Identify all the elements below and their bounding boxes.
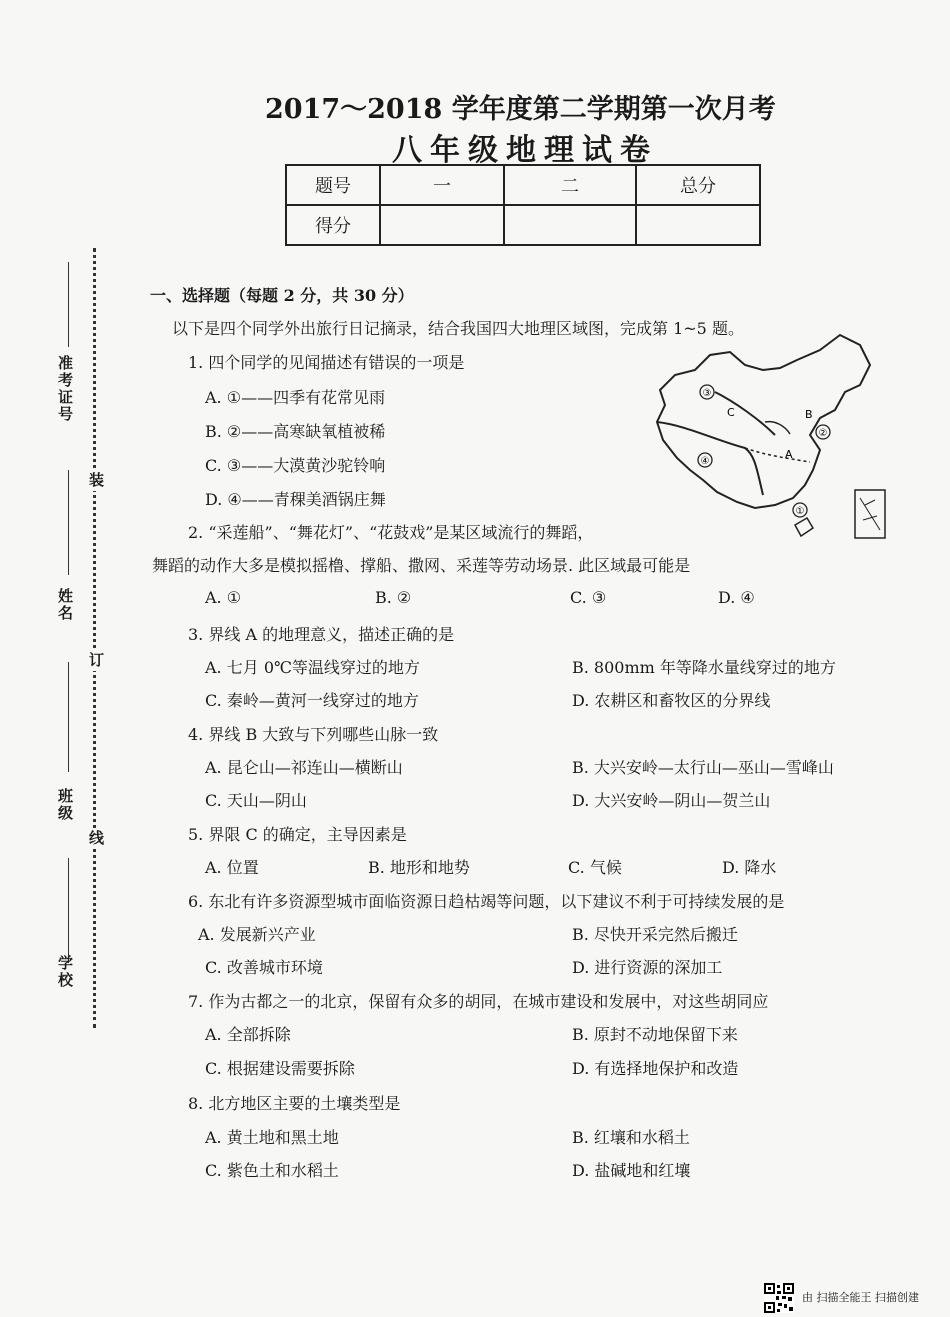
option[interactable]: D. 有选择地保护和改造	[572, 1059, 739, 1078]
exam-number-line	[68, 262, 69, 347]
option[interactable]: A. ①	[205, 588, 242, 607]
option[interactable]: D. 降水	[722, 858, 777, 877]
score-cell: 题号	[286, 165, 380, 205]
option[interactable]: C. 秦岭—黄河一线穿过的地方	[205, 691, 419, 710]
option[interactable]: B. 红壤和水稻土	[572, 1128, 690, 1147]
option[interactable]: A. 昆仑山—祁连山—横断山	[205, 758, 403, 777]
binding-dotted-line	[93, 248, 96, 1028]
section-intro: 以下是四个同学外出旅行日记摘录，结合我国四大地理区域图，完成第 1~5 题。	[172, 319, 744, 338]
option[interactable]: B. ②——高寒缺氧植被稀	[205, 422, 386, 441]
name-line	[68, 470, 69, 575]
option[interactable]: A. 黄土地和黑土地	[205, 1128, 339, 1147]
option[interactable]: C. 天山—阴山	[205, 791, 307, 810]
map-line-label-c: C	[727, 406, 735, 419]
option[interactable]: C. 气候	[568, 858, 622, 877]
class-line	[68, 662, 69, 772]
name-label: 姓名	[56, 588, 74, 622]
question-8-stem: 8. 北方地区主要的土壤类型是	[188, 1094, 401, 1113]
school-line	[68, 858, 69, 963]
school-label: 学校	[56, 955, 74, 989]
score-table-score-row	[286, 205, 760, 245]
exam-subtitle: 八年级地理试卷	[392, 133, 658, 168]
option[interactable]: C. 改善城市环境	[205, 958, 323, 977]
score-blank[interactable]	[636, 205, 760, 245]
option[interactable]: C. ③——大漠黄沙驼铃响	[205, 456, 386, 475]
map-line-label-a: A	[785, 448, 793, 461]
option[interactable]: A. ①——四季有花常见雨	[205, 388, 386, 407]
option[interactable]: B. 尽快开采完然后搬迁	[572, 925, 738, 944]
option[interactable]: D. ④——青稞美酒锅庄舞	[205, 490, 386, 509]
question-3-stem: 3. 界线 A 的地理意义，描述正确的是	[188, 625, 455, 644]
question-2-stem-cont: 舞蹈的动作大多是模拟摇橹、撑船、撒网、采莲等劳动场景. 此区域最可能是	[152, 556, 691, 575]
option[interactable]: A. 七月 0℃等温线穿过的地方	[205, 658, 420, 677]
option[interactable]: C. ③	[570, 588, 607, 607]
option[interactable]: B. 800mm 年等降水量线穿过的地方	[572, 658, 836, 677]
binding-mark-xian: 线	[87, 830, 105, 847]
option[interactable]: D. 盐碱地和红壤	[572, 1161, 691, 1180]
option[interactable]: C. 根据建设需要拆除	[205, 1059, 355, 1078]
option[interactable]: A. 全部拆除	[205, 1025, 291, 1044]
option[interactable]: D. 进行资源的深加工	[572, 958, 723, 977]
map-region-label-3: ③	[702, 388, 712, 399]
score-cell: 总分	[636, 165, 760, 205]
china-regions-map	[645, 330, 890, 545]
map-region-label-1: ①	[795, 506, 805, 517]
option[interactable]: B. 原封不动地保留下来	[572, 1025, 738, 1044]
option[interactable]: D. 农耕区和畜牧区的分界线	[572, 691, 771, 710]
score-cell: 一	[380, 165, 504, 205]
score-cell: 得分	[286, 205, 380, 245]
score-blank[interactable]	[380, 205, 504, 245]
question-4-stem: 4. 界线 B 大致与下列哪些山脉一致	[188, 725, 439, 744]
option[interactable]: B. ②	[375, 588, 412, 607]
score-blank[interactable]	[504, 205, 636, 245]
binding-mark-zhuang: 装	[87, 472, 105, 489]
score-cell: 二	[504, 165, 636, 205]
question-5-stem: 5. 界限 C 的确定，主导因素是	[188, 825, 407, 844]
scanner-credit: 由 扫描全能王 扫描创建	[802, 1291, 919, 1304]
question-7-stem: 7. 作为古都之一的北京，保留有众多的胡同，在城市建设和发展中，对这些胡同应	[188, 992, 769, 1011]
option[interactable]: B. 地形和地势	[368, 858, 470, 877]
option[interactable]: D. ④	[718, 588, 755, 607]
map-region-label-2: ②	[818, 428, 828, 439]
exam-title: 2017～2018 学年度第二学期第一次月考	[265, 94, 776, 125]
option[interactable]: B. 大兴安岭—太行山—巫山—雪峰山	[572, 758, 834, 777]
question-6-stem: 6. 东北有许多资源型城市面临资源日趋枯竭等问题，以下建议不利于可持续发展的是	[188, 892, 785, 911]
option[interactable]: D. 大兴安岭—阴山—贺兰山	[572, 791, 771, 810]
section-heading: 一、选择题（每题 2 分，共 30 分）	[150, 286, 414, 305]
score-table	[285, 164, 761, 246]
option[interactable]: C. 紫色土和水稻土	[205, 1161, 339, 1180]
map-line-label-b: B	[805, 408, 813, 421]
score-table-header-row	[286, 165, 760, 205]
class-label: 班级	[56, 788, 74, 822]
option[interactable]: A. 位置	[205, 858, 259, 877]
qr-code-icon	[764, 1283, 794, 1313]
exam-number-label: 准考证号	[56, 355, 74, 423]
binding-mark-ding: 订	[87, 652, 105, 669]
option[interactable]: A. 发展新兴产业	[198, 925, 316, 944]
map-region-label-4: ④	[700, 456, 710, 467]
question-2-stem: 2. “采莲船”、“舞花灯”、“花鼓戏”是某区域流行的舞蹈，	[188, 523, 594, 542]
question-1-stem: 1. 四个同学的见闻描述有错误的一项是	[188, 353, 465, 372]
